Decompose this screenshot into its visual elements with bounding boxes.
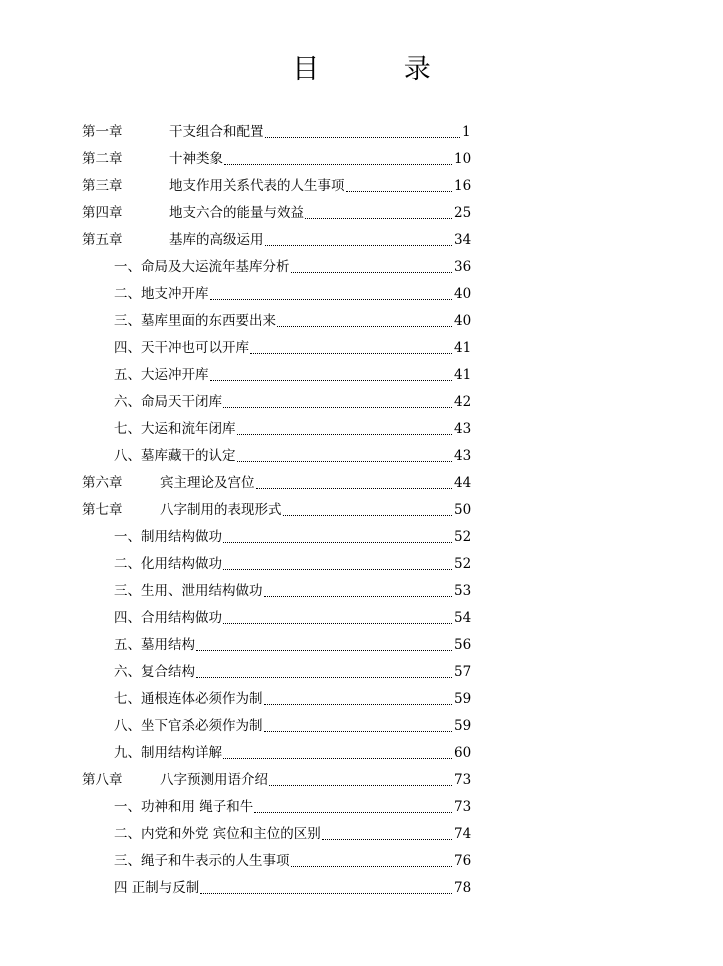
page-number: 52 <box>454 529 472 545</box>
dot-leader <box>224 164 452 165</box>
chapter-number: 第八章 <box>82 772 123 788</box>
dot-leader <box>223 758 452 759</box>
toc-section-entry[interactable] <box>114 713 472 740</box>
dot-leader <box>264 704 452 705</box>
page-number: 50 <box>454 502 472 518</box>
dot-leader <box>237 461 452 462</box>
toc-section-entry[interactable] <box>114 848 472 875</box>
dot-leader <box>200 893 452 894</box>
dot-leader <box>223 569 452 570</box>
page-number: 52 <box>454 556 472 572</box>
page-number: 40 <box>454 286 472 302</box>
page-title: 目 录 <box>292 54 469 85</box>
page-number: 42 <box>454 394 472 410</box>
section-title: 四、合用结构做功 <box>114 610 222 626</box>
page-number: 54 <box>454 610 472 626</box>
page-number: 73 <box>454 799 472 815</box>
toc-section-entry[interactable] <box>114 308 472 335</box>
page-number: 59 <box>454 718 472 734</box>
section-title: 三、绳子和牛表示的人生事项 <box>114 853 290 869</box>
page-number: 41 <box>454 367 472 383</box>
page-number: 43 <box>454 421 472 437</box>
chapter-number: 第四章 <box>82 205 123 221</box>
toc-section-entry[interactable] <box>114 551 472 578</box>
chapter-number: 第三章 <box>82 178 123 194</box>
chapter-title: 地支作用关系代表的人生事项 <box>169 178 345 194</box>
chapter-number: 第六章 <box>82 475 123 491</box>
toc-section-entry[interactable] <box>114 659 472 686</box>
toc-chapter-entry[interactable] <box>82 173 472 200</box>
page-number: 56 <box>454 637 472 653</box>
toc-section-entry[interactable] <box>114 740 472 767</box>
section-title: 三、生用、泄用结构做功 <box>114 583 263 599</box>
chapter-number: 第二章 <box>82 151 123 167</box>
section-title: 六、命局天干闭库 <box>114 394 222 410</box>
dot-leader <box>254 812 452 813</box>
dot-leader <box>210 299 452 300</box>
chapter-title: 地支六合的能量与效益 <box>169 205 304 221</box>
dot-leader <box>269 785 452 786</box>
chapter-title: 干支组合和配置 <box>169 124 264 140</box>
toc-section-entry[interactable] <box>114 254 472 281</box>
toc-chapter-entry[interactable] <box>82 767 472 794</box>
section-title: 四 正制与反制 <box>114 880 200 896</box>
toc-section-entry[interactable] <box>114 605 472 632</box>
section-title: 九、制用结构详解 <box>114 745 222 761</box>
toc-section-entry[interactable] <box>114 443 472 470</box>
toc-chapter-entry[interactable] <box>82 497 472 524</box>
toc-section-entry[interactable] <box>114 686 472 713</box>
dot-leader <box>210 380 452 381</box>
dot-leader <box>196 677 452 678</box>
dot-leader <box>277 326 452 327</box>
section-title: 四、天干冲也可以开库 <box>114 340 249 356</box>
toc-section-entry[interactable] <box>114 362 472 389</box>
toc-section-entry[interactable] <box>114 524 472 551</box>
chapter-title: 基库的高级运用 <box>169 232 264 248</box>
page-number: 78 <box>454 880 472 896</box>
dot-leader <box>291 866 452 867</box>
toc-chapter-entry[interactable] <box>82 119 471 146</box>
section-title: 八、坐下官杀必须作为制 <box>114 718 263 734</box>
dot-leader <box>265 245 452 246</box>
toc-section-entry[interactable] <box>114 335 472 362</box>
chapter-number: 第五章 <box>82 232 123 248</box>
section-title: 一、功神和用 绳子和牛 <box>114 799 254 815</box>
toc-section-entry[interactable] <box>114 281 472 308</box>
toc-chapter-entry[interactable] <box>82 470 472 497</box>
page-number: 74 <box>454 826 472 842</box>
dot-leader <box>223 623 452 624</box>
dot-leader <box>237 434 452 435</box>
dot-leader <box>223 542 452 543</box>
page-number: 36 <box>454 259 472 275</box>
chapter-title: 十神类象 <box>169 151 223 167</box>
dot-leader <box>291 272 452 273</box>
section-title: 二、内党和外党 宾位和主位的区别 <box>114 826 321 842</box>
section-title: 一、命局及大运流年基库分析 <box>114 259 290 275</box>
toc-chapter-entry[interactable] <box>82 200 472 227</box>
section-title: 二、化用结构做功 <box>114 556 222 572</box>
dot-leader <box>346 191 452 192</box>
toc-section-entry[interactable] <box>114 578 472 605</box>
toc-section-entry[interactable] <box>114 416 472 443</box>
page-number: 41 <box>454 340 472 356</box>
page-number: 34 <box>454 232 472 248</box>
toc-chapter-entry[interactable] <box>82 146 472 173</box>
page-number: 60 <box>454 745 472 761</box>
page-number: 40 <box>454 313 472 329</box>
dot-leader <box>256 488 452 489</box>
toc-section-entry[interactable] <box>114 821 472 848</box>
chapter-title: 八字制用的表现形式 <box>160 502 282 518</box>
dot-leader <box>223 407 452 408</box>
section-title: 八、墓库藏干的认定 <box>114 448 236 464</box>
chapter-number: 第七章 <box>82 502 123 518</box>
page-number: 43 <box>454 448 472 464</box>
page-number: 25 <box>454 205 472 221</box>
toc-section-entry[interactable] <box>114 875 472 902</box>
dot-leader <box>264 731 452 732</box>
section-title: 三、墓库里面的东西要出来 <box>114 313 276 329</box>
toc-chapter-entry[interactable] <box>82 227 472 254</box>
page-number: 53 <box>454 583 472 599</box>
section-title: 六、复合结构 <box>114 664 195 680</box>
chapter-title: 宾主理论及宫位 <box>160 475 255 491</box>
chapter-title: 八字预测用语介绍 <box>160 772 268 788</box>
dot-leader <box>196 650 452 651</box>
section-title: 五、墓用结构 <box>114 637 195 653</box>
toc-section-entry[interactable] <box>114 632 472 659</box>
section-title: 二、地支冲开库 <box>114 286 209 302</box>
section-title: 一、制用结构做功 <box>114 529 222 545</box>
dot-leader <box>305 218 452 219</box>
dot-leader <box>265 137 460 138</box>
dot-leader <box>264 596 452 597</box>
chapter-number: 第一章 <box>82 124 123 140</box>
dot-leader <box>283 515 452 516</box>
dot-leader <box>322 839 452 840</box>
toc-section-entry[interactable] <box>114 794 472 821</box>
section-title: 七、大运和流年闭库 <box>114 421 236 437</box>
page-number: 16 <box>454 178 472 194</box>
section-title: 五、大运冲开库 <box>114 367 209 383</box>
page-number: 57 <box>454 664 472 680</box>
page-number: 59 <box>454 691 472 707</box>
section-title: 七、通根连体必须作为制 <box>114 691 263 707</box>
page-number: 44 <box>454 475 472 491</box>
page-number: 10 <box>454 151 472 167</box>
toc-section-entry[interactable] <box>114 389 472 416</box>
dot-leader <box>250 353 452 354</box>
page-number: 73 <box>454 772 472 788</box>
page-number: 1 <box>462 124 471 140</box>
page-number: 76 <box>454 853 472 869</box>
